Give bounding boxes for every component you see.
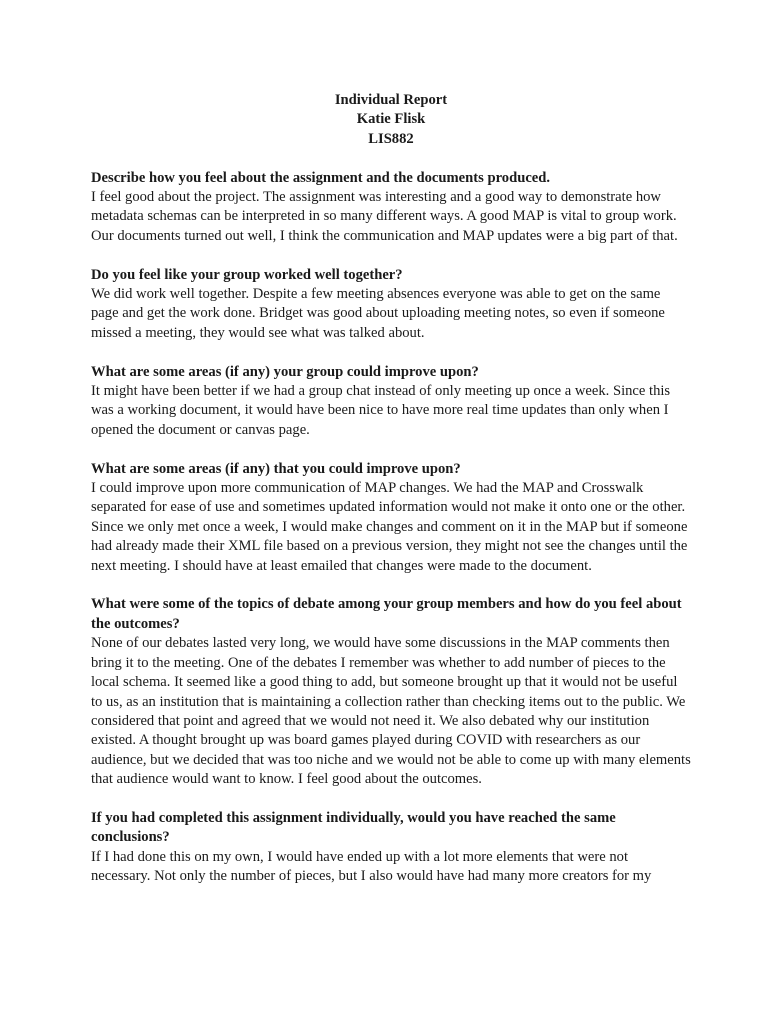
document-header xyxy=(91,91,691,149)
answer-paragraph: If I had done this on my own, I would have ended up with a lot more elements that were not necessary. Not only the number of pieces, but I also would have had many more creators for my xyxy=(91,848,652,885)
answer-paragraph: None of our debates lasted very long, we would have some discussions in the MAP comments then bring it to the meeting. One of the debates I remember was whether to add number of pieces to the local schema. It seemed like a good thing to add, but someone brought up that it would not be useful to us, as an institution that is maintaining a collection rather than checking items out to the public. We considered that point and agreed that we would not need it. We also debated why our institution existed. A thought brought up was board games played during COVID with researchers as our audience, but we decided that was too niche and we would not be able to come up with many elements that audience would want to know. I feel good about the outcomes. xyxy=(91,635,691,788)
course-code: LIS882 xyxy=(368,130,414,147)
report-title: Individual Report xyxy=(334,92,448,108)
section-group-improve xyxy=(91,363,691,441)
answer-paragraph: I feel good about the project. The assignment was interesting and a good way to demonstrate how metadata schemas can be interpreted in so many different ways. A good MAP is vital to group work. Our documents turned out well, I think the communication and MAP updates were a big part of that. xyxy=(91,189,678,244)
question-heading: Do you feel like your group worked well together? xyxy=(91,266,403,283)
answer-paragraph: We did work well together. Despite a few meeting absences everyone was able to get on the same page and get the work done. Bridget was good about uploading meeting notes, so even if someone missed a meeting, they would see what was talked about. xyxy=(91,286,665,341)
section-group-worked-well xyxy=(91,266,691,344)
section-debate-topics xyxy=(91,595,691,789)
question-heading: What are some areas (if any) that you could improve upon? xyxy=(91,460,461,477)
question-heading: What are some areas (if any) your group could improve upon? xyxy=(91,363,479,380)
question-heading: Describe how you feel about the assignment and the documents produced. xyxy=(91,169,551,186)
question-heading: If you had completed this assignment individually, would you have reached the same conclusions? xyxy=(91,809,616,846)
section-individual-conclusions xyxy=(91,809,691,887)
answer-paragraph: It might have been better if we had a group chat instead of only meeting up once a week. Since this was a working document, it would have been nice to have more real time updates than only when I opened the document or canvas page. xyxy=(91,383,671,438)
question-heading: What were some of the topics of debate among your group members and how do you feel about the outcomes? xyxy=(91,596,682,632)
answer-paragraph: I could improve upon more communication of MAP changes. We had the MAP and Crosswalk separated for ease of use and sometimes updated information would not make it onto one or the other. Since we only met once a week, I would make changes and comment on it in the MAP but if someone had already made their XML file based on a previous version, they might not see the changes until the next meeting. I should have at least emailed that changes were made to the document. xyxy=(91,480,688,574)
document-page xyxy=(91,91,691,906)
section-assignment-feelings xyxy=(91,169,691,247)
author-name: Katie Flisk xyxy=(356,111,426,128)
section-self-improve xyxy=(91,460,691,576)
